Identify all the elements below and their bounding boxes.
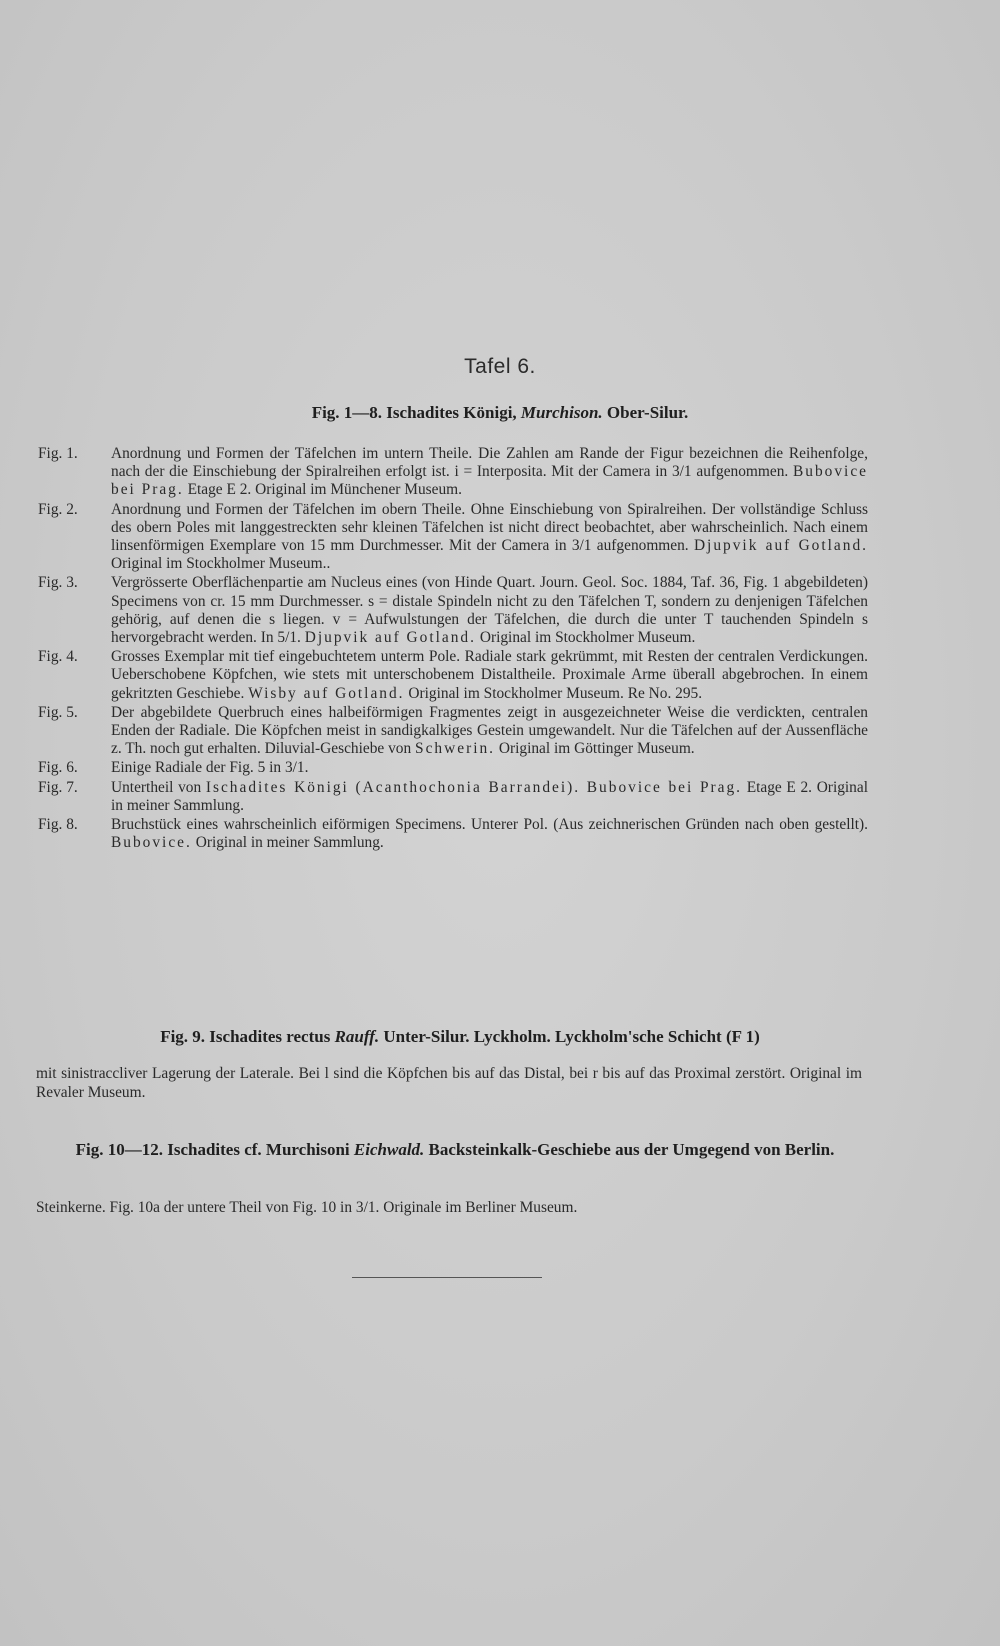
caption-body: Bruchstück eines wahrscheinlich eiförmigen Specimens. Unterer Pol. (Aus zeichnerischen Gründen nach oben gestellt). xyxy=(111,816,868,834)
caption-body: Anordnung und Formen der Täfelchen im untern Theile. Die Zahlen am Rande der Figur bezeichnen die Reihenfolge, nach der die Einschiebung der Spiralreihen erfolgt ist. i = Interposita. Mit der Camera in 3/1 aufgenommen. xyxy=(111,445,868,481)
section-heading-fig-9 xyxy=(45,1027,875,1047)
figure-number: Fig. 2. xyxy=(38,500,78,518)
caption-body: Der abgebildete Querbruch eines halbeiförmigen Fragmentes zeigt in ausgezeichneter Weise die verdickten, centralen Enden der Radiale. Die Köpfchen meist in sandigkalkiges Gestein umgewandelt. Nur die Täfelchen auf der Aussenfläche z. Th. noch gut erhalten. Diluvial-Geschiebe von xyxy=(111,703,868,758)
heading-suffix: Unter-Silur. Lyckholm. Lyckholm'sche Schicht (F 1) xyxy=(383,1027,760,1046)
figure-text xyxy=(111,704,868,759)
horizontal-rule xyxy=(352,1277,542,1278)
caption-locality: Bubovice. xyxy=(111,834,192,852)
page-title: Tafel 6. xyxy=(464,355,536,378)
caption-body: Einige Radiale der Fig. 5 in 3/1. xyxy=(111,759,309,777)
caption-locality: Djupvik auf Gotland. xyxy=(693,537,869,555)
caption-locality: Djupvik auf Gotland. xyxy=(304,629,476,647)
caption-body: Vergrösserte Oberflächenpartie am Nucleus eines (von Hinde Quart. Journ. Geol. Soc. 1884, Taf. 36, Fig. 1 abgebildeten) Specimens von cr. 15 mm Durchmesser. s = distale Spindeln nicht zu den Täfelchen T, sondern zu denjenigen Täfelchen gehörig, auf denen die s liegen. v = Aufwulstungen der Täfelchen, die durch die unter T tauchenden Spindeln s hervorgebracht werden. In 5/1. xyxy=(111,574,868,647)
figure-number: Fig. 7. xyxy=(38,778,78,796)
caption-tail: Original im Stockholmer Museum. xyxy=(479,629,696,647)
figure-caption xyxy=(38,445,868,500)
caption-tail: Original im Göttinger Museum. xyxy=(498,740,695,758)
figure-text xyxy=(111,501,868,574)
figure-number: Fig. 3. xyxy=(38,574,78,592)
heading-prefix: Fig. 9. Ischadites rectus xyxy=(160,1027,331,1046)
caption-tail: Original im Stockholmer Museum. Re No. 295. xyxy=(408,684,703,702)
figure-number: Fig. 1. xyxy=(38,445,78,462)
section-paragraph-fig-9: mit sinistraccliver Lagerung der Laterale. Bei l sind die Köpfchen bis auf das Distal, bei r bis auf das Proximal zerstört. Original im Revaler Museum. xyxy=(36,1065,862,1101)
heading-suffix: Ober-Silur. xyxy=(606,403,689,422)
figure-caption xyxy=(38,759,868,777)
heading-author: Murchison. xyxy=(520,403,603,422)
figure-number: Fig. 4. xyxy=(38,648,78,666)
figure-text xyxy=(111,648,868,703)
caption-body: Anordnung und Formen der Täfelchen im obern Theile. Ohne Einschiebung von Spiralreihen. Der vollständige Schluss des obern Poles mit langgestreckten sehr kleinen Täfelchen ist nicht direct beobachtet, aber wahrscheinlich. Nach einem linsenförmigen Exemplare von 15 mm Durchmesser. Mit der Camera in 3/1 aufgenommen. xyxy=(111,500,868,555)
caption-tail: Etage E 2. Original im Münchener Museum. xyxy=(187,481,462,499)
figure-caption-list xyxy=(38,445,868,853)
heading-suffix: Backsteinkalk-Geschiebe aus der Umgegend von Berlin. xyxy=(428,1140,835,1159)
figure-text xyxy=(111,574,868,647)
figure-caption xyxy=(38,704,868,759)
heading-author: Eichwald. xyxy=(353,1140,425,1159)
heading-prefix: Fig. 10—12. Ischadites cf. Murchisoni xyxy=(75,1140,350,1159)
caption-locality: Wisby auf Gotland. xyxy=(248,684,405,702)
caption-locality: Ischadites Königi (Acanthochonia Barrandei). Bubovice bei Prag. xyxy=(205,778,742,796)
figure-text xyxy=(111,759,868,777)
figure-caption xyxy=(38,816,868,852)
figure-text xyxy=(111,816,868,852)
caption-body: Untertheil von xyxy=(111,778,202,796)
caption-locality: Bubovice bei Prag. xyxy=(111,463,868,499)
heading-author: Rauff. xyxy=(334,1027,380,1046)
section-heading-fig-10-12 xyxy=(55,1138,855,1162)
caption-tail: Original im Stockholmer Museum.. xyxy=(111,555,331,573)
figure-caption xyxy=(38,574,868,647)
figure-caption xyxy=(38,779,868,815)
caption-tail: Original in meiner Sammlung. xyxy=(195,834,384,852)
caption-body: Grosses Exemplar mit tief eingebuchtetem unterm Pole. Radiale stark gekrümmt, mit Resten der centralen Verdickungen. Ueberschobene Köpfchen, wie stets mit unterschobenem Distaltheile. Proximale Arme überall abgebrochen. In einem gekritzten Geschiebe. xyxy=(111,648,868,702)
heading-prefix: Fig. 1—8. Ischadites Königi, xyxy=(311,403,517,422)
caption-tail: Etage E 2. Original in meiner Sammlung. xyxy=(111,778,868,814)
figure-number: Fig. 5. xyxy=(38,703,78,721)
section-heading-fig-1-8 xyxy=(0,403,1000,423)
figure-number: Fig. 8. xyxy=(38,816,78,834)
caption-locality: Schwerin. xyxy=(415,740,496,758)
figure-caption xyxy=(38,501,868,574)
figure-text xyxy=(111,779,868,815)
section-paragraph-fig-10-12: Steinkerne. Fig. 10a der untere Theil von Fig. 10 in 3/1. Originale im Berliner Museum. xyxy=(36,1199,578,1216)
figure-text xyxy=(111,445,868,500)
figure-number: Fig. 6. xyxy=(38,759,78,777)
figure-caption xyxy=(38,648,868,703)
